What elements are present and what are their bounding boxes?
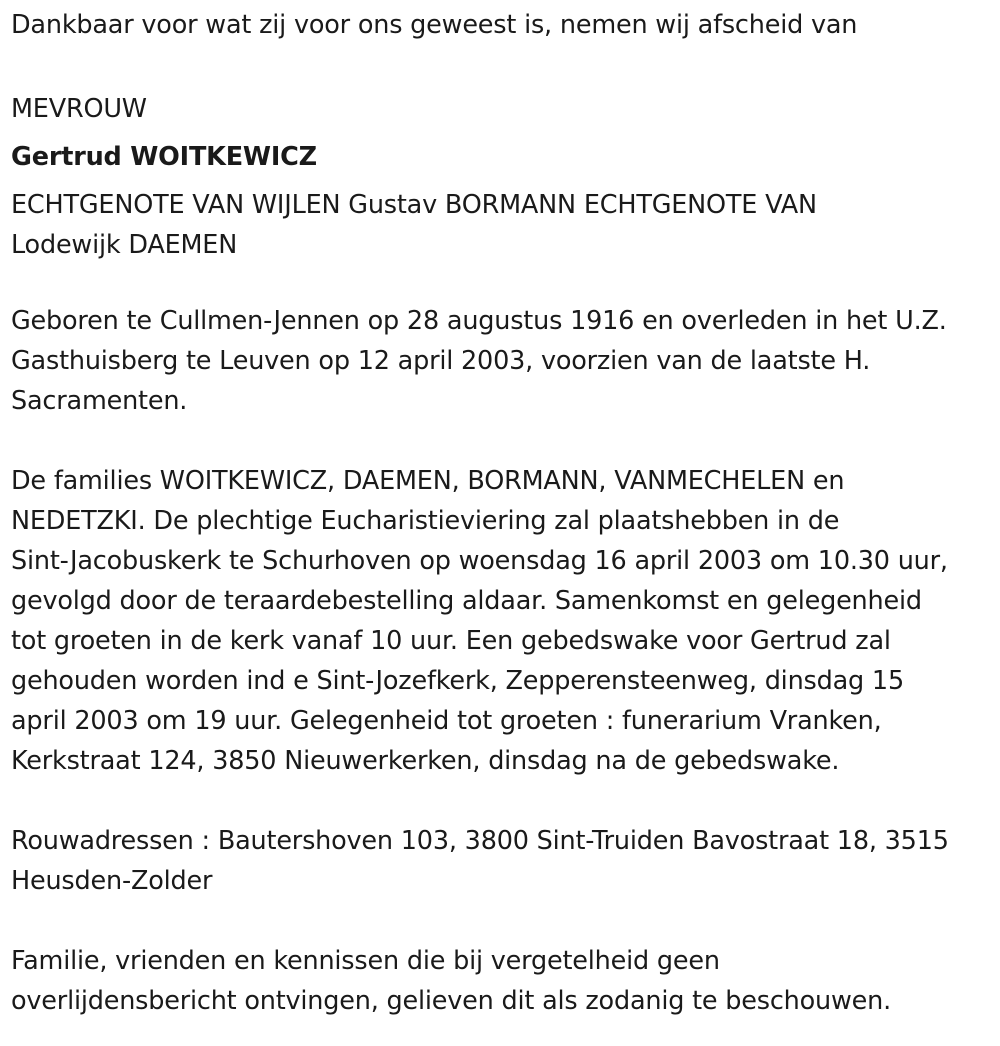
spouse-line: ECHTGENOTE VAN WIJLEN Gustav BORMANN ECHTGENOTE VAN [11, 190, 817, 220]
birth-death-paragraph [11, 301, 996, 421]
intro-text: Dankbaar voor wat zij voor ons geweest is, nemen wij afscheid van [11, 10, 858, 40]
deceased-name: Gertrud WOITKEWICZ [11, 142, 317, 172]
spouse-paragraph [11, 181, 996, 261]
spacer [11, 45, 996, 85]
ceremony-line: gevolgd door de teraardebestelling aldaar. Samenkomst en gelegenheid [11, 586, 922, 616]
ceremony-line: Kerkstraat 124, 3850 Nieuwerkerken, dinsdag na de gebedswake. [11, 746, 840, 776]
ceremony-line: NEDETZKI. De plechtige Eucharistieviering zal plaatshebben in de [11, 506, 840, 536]
closing-line: Familie, vrienden en kennissen die bij vergetelheid geen [11, 946, 720, 976]
address-line: Heusden-Zolder [11, 866, 213, 896]
spacer [11, 901, 996, 941]
closing-paragraph [11, 941, 996, 1021]
spacer [11, 421, 996, 461]
birth-death-line: Geboren te Cullmen-Jennen op 28 augustus 1916 en overleden in het U.Z. [11, 306, 947, 336]
spacer [11, 781, 996, 821]
ceremony-line: Sint-Jacobuskerk te Schurhoven op woensdag 16 april 2003 om 10.30 uur, [11, 546, 948, 576]
ceremony-paragraph [11, 461, 996, 781]
spouse-line: Lodewijk DAEMEN [11, 230, 238, 260]
ceremony-line: tot groeten in de kerk vanaf 10 uur. Een gebedswake voor Gertrud zal [11, 626, 891, 656]
ceremony-line: april 2003 om 19 uur. Gelegenheid tot groeten : funerarium Vranken, [11, 706, 882, 736]
honorific-title: MEVROUW [11, 94, 147, 124]
birth-death-line: Gasthuisberg te Leuven op 12 april 2003, voorzien van de laatste H. [11, 346, 871, 376]
ceremony-line: gehouden worden ind e Sint-Jozefkerk, Zepperensteenweg, dinsdag 15 [11, 666, 904, 696]
address-line: Rouwadressen : Bautershoven 103, 3800 Sint-Truiden Bavostraat 18, 3515 [11, 826, 949, 856]
spacer [11, 261, 996, 301]
obituary-document [11, 0, 996, 1021]
ceremony-line: De families WOITKEWICZ, DAEMEN, BORMANN, VANMECHELEN en [11, 466, 845, 496]
address-paragraph [11, 821, 996, 901]
closing-line: overlijdensbericht ontvingen, gelieven dit als zodanig te beschouwen. [11, 986, 892, 1016]
birth-death-line: Sacramenten. [11, 386, 188, 416]
